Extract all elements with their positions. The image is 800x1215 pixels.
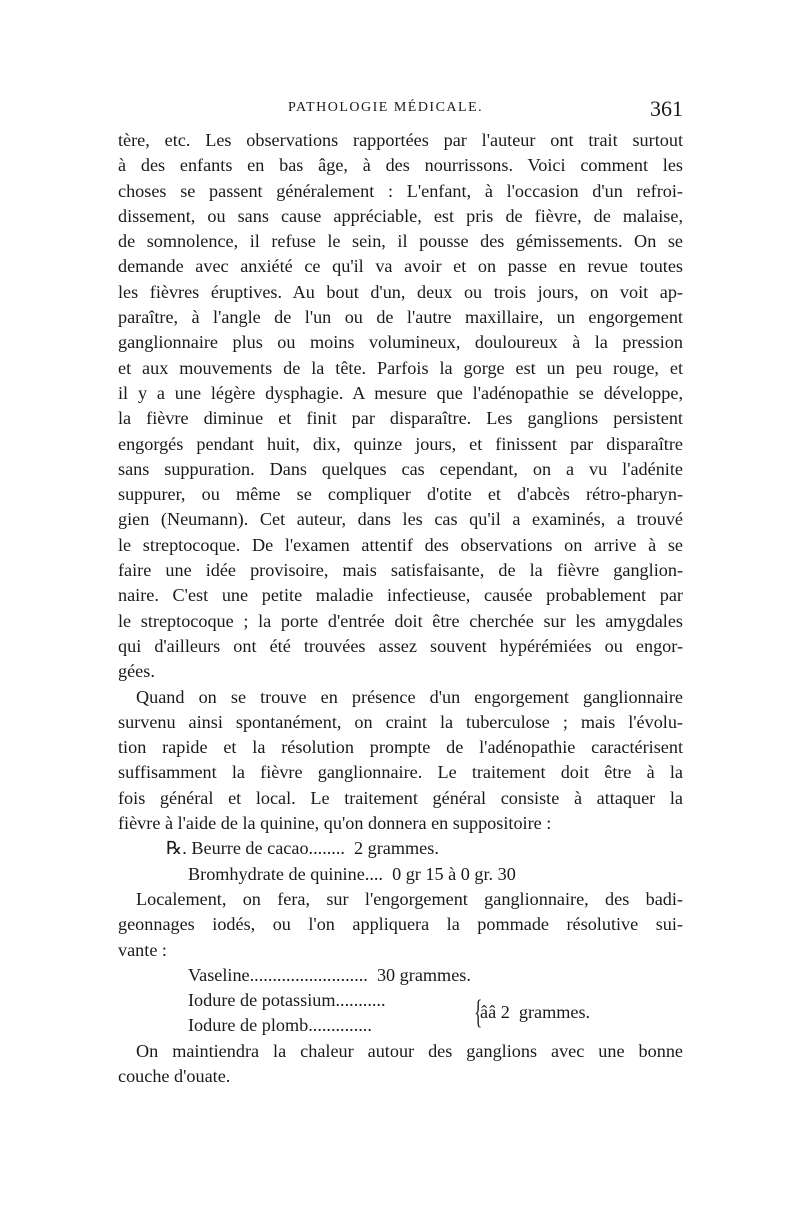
text-line: vante : — [118, 939, 167, 960]
text-line: sans suppuration. Dans quelques cas cependant, on a vu l'adénite — [118, 458, 683, 479]
text-line: ganglionnaire plus ou moins volumineux, douloureux à la pression — [118, 332, 683, 353]
text-line: Localement, on fera, sur l'engorgement ganglionnaire, des badi- — [136, 888, 683, 909]
text-line: geonnages iodés, ou l'on appliquera la pommade résolutive sui- — [118, 914, 683, 935]
braced-ingredients — [118, 988, 683, 1039]
text-line: la fièvre diminue et finit par disparaître. Les ganglions persistent — [118, 408, 683, 429]
text-line: gien (Neumann). Cet auteur, dans les cas qu'il a examinés, a trouvé — [118, 509, 683, 530]
rx-symbol: ℞. — [166, 838, 187, 859]
ingredient-amount: 2 grammes. — [354, 838, 439, 859]
ingredient-name: Iodure de potassium — [188, 990, 336, 1011]
text-line: On maintiendra la chaleur autour des ganglions avec une bonne — [136, 1040, 683, 1061]
leader-dots: .......................... — [249, 964, 368, 985]
text-line: tion rapide et la résolution prompte de l'adénopathie caractérisent — [118, 737, 683, 758]
text-line: faire une idée provisoire, mais satisfaisante, de la fièvre ganglion- — [118, 560, 683, 581]
text-line: le streptocoque. De l'examen attentif des observations on arrive à se — [118, 534, 683, 555]
recipe-line — [118, 836, 683, 861]
text-line: fièvre à l'aide de la quinine, qu'on donnera en suppositoire : — [118, 813, 552, 834]
text-line: engorgés pendant huit, dix, quinze jours, et finissent par disparaître — [118, 433, 683, 454]
text-line: paraître, à l'angle de l'un ou de l'autre maxillaire, un engorgement — [118, 307, 683, 328]
text-line: dissement, ou sans cause appréciable, est pris de fièvre, de malaise, — [118, 205, 683, 226]
paragraph-2 — [118, 685, 683, 837]
text-line: gées. — [118, 661, 155, 682]
text-line: qui d'ailleurs ont été trouvées assez souvent hypérémiées ou engor- — [118, 635, 683, 656]
text-line: demande avec anxiété ce qu'il va avoir et on passe en revue toutes — [118, 256, 683, 277]
braced-amount: ââ 2 grammes. — [480, 1002, 591, 1023]
recipe-line — [188, 1013, 683, 1038]
running-head — [118, 96, 683, 126]
ingredient-name: Beurre de cacao — [191, 838, 309, 859]
page-number: 361 — [650, 96, 683, 121]
prescription-suppository — [118, 836, 683, 887]
running-title: PATHOLOGIE MÉDICALE. — [288, 100, 484, 115]
text-line: Quand on se trouve en présence d'un engorgement ganglionnaire — [136, 686, 683, 707]
text-line: de somnolence, il refuse le sein, il pousse des gémissements. On se — [118, 231, 683, 252]
recipe-line — [118, 963, 683, 988]
leader-dots: ........... — [335, 990, 386, 1011]
paragraph-4 — [118, 1039, 683, 1090]
prescription-ointment — [118, 963, 683, 1039]
leader-dots: .............. — [308, 1015, 372, 1036]
leader-dots: ........ — [308, 838, 345, 859]
text-line: le streptocoque ; la porte d'entrée doit être cherchée sur les amygdales — [118, 610, 683, 631]
text-line: suffisamment la fièvre ganglionnaire. Le traitement doit être à la — [118, 762, 683, 783]
ingredient-name: Bromhydrate de quinine — [188, 863, 365, 884]
curly-brace: { — [474, 994, 483, 1032]
paragraph-1 — [118, 128, 683, 685]
text-line: les fièvres éruptives. Au bout d'un, deux ou trois jours, on voit ap- — [118, 281, 683, 302]
recipe-line — [118, 862, 683, 887]
text-line: et aux mouvements de la tête. Parfois la gorge est un peu rouge, et — [118, 357, 683, 378]
text-line: survenu ainsi spontanément, on craint la tuberculose ; mais l'évolu- — [118, 711, 683, 732]
text-line: à des enfants en bas âge, à des nourrissons. Voici comment les — [118, 155, 683, 176]
text-line: fois général et local. Le traitement général consiste à attaquer la — [118, 787, 683, 808]
ingredient-name: Vaseline — [188, 964, 250, 985]
text-line: choses se passent généralement : L'enfant, à l'occasion d'un refroi- — [118, 180, 683, 201]
text-line: naire. C'est une petite maladie infectieuse, causée probablement par — [118, 585, 683, 606]
paragraph-3 — [118, 887, 683, 963]
recipe-line — [188, 988, 683, 1013]
text-line: suppurer, ou même se compliquer d'otite et d'abcès rétro-pharyn- — [118, 484, 683, 505]
text-line: tère, etc. Les observations rapportées par l'auteur ont trait surtout — [118, 130, 683, 150]
ingredient-amount: 30 grammes. — [376, 964, 471, 985]
ingredient-amount: 0 gr 15 à 0 gr. 30 — [392, 863, 516, 884]
ingredient-name: Iodure de plomb — [188, 1015, 309, 1036]
leader-dots: .... — [364, 863, 383, 884]
text-line: couche d'ouate. — [118, 1065, 231, 1086]
text-line: il y a une légère dysphagie. A mesure que l'adénopathie se développe, — [118, 382, 683, 403]
body-text — [118, 128, 683, 1089]
